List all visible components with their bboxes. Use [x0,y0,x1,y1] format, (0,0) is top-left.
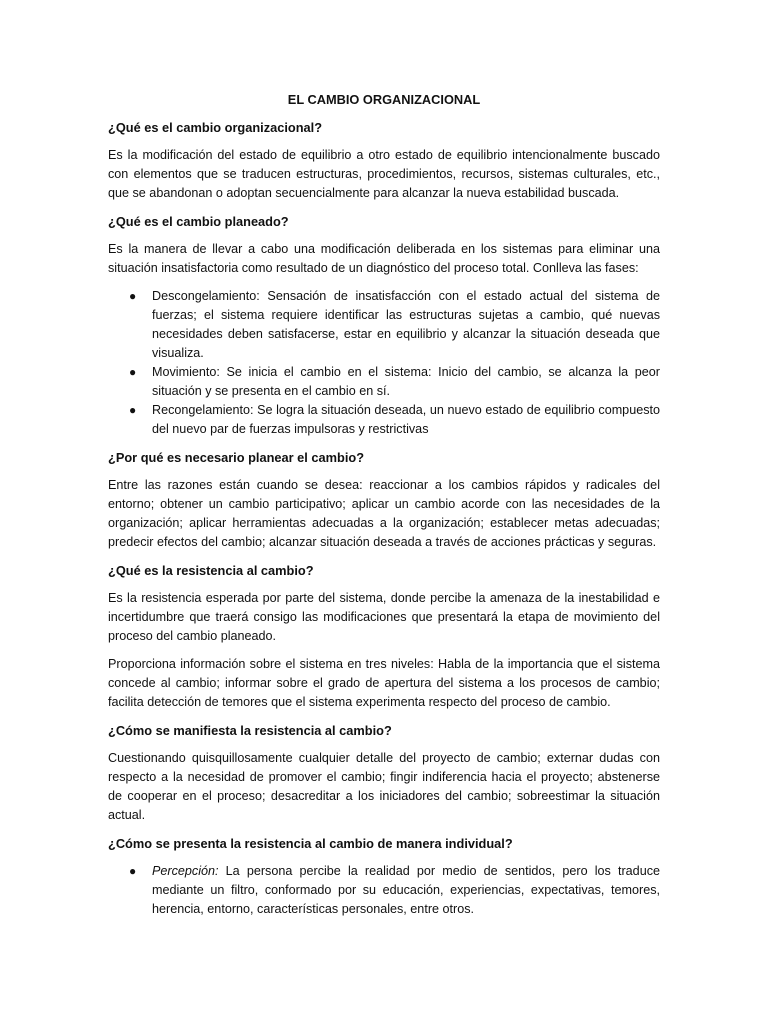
bullet-icon: ● [129,365,137,379]
list-item [129,287,660,363]
list-item [129,862,660,919]
paragraph: Entre las razones están cuando se desea: reaccionar a los cambios rápidos y radicales del entorno; obtener un cambio participativo; aplicar un cambio acorde con las necesidades de la organización; aplicar herramientas adecuadas a la organización; establecer metas adecuadas; predecir efectos del cambio; alcanzar situación deseada a través de acciones prácticas y seguras. [108,478,660,549]
paragraph: Cuestionando quisquillosamente cualquier detalle del proyecto de cambio; externar dudas con respecto a la necesidad de promover el cambio; fingir indiferencia hacia el proyecto; abstenerse de cooperar en el proceso; desacreditar a los iniciadores del cambio; sobreestimar la situación actual. [108,751,660,822]
list-item-text: Recongelamiento: Se logra la situación deseada, un nuevo estado de equilibrio compuesto del nuevo par de fuerzas impulsoras y restrictivas [152,403,660,436]
question-heading: ¿Cómo se presenta la resistencia al cambio de manera individual? [108,836,513,851]
list-item-term: Percepción: [152,864,219,878]
question-heading: ¿Qué es el cambio planeado? [108,214,289,229]
paragraph: Es la resistencia esperada por parte del sistema, donde percibe la amenaza de la inestabilidad e incertidumbre que traerá consigo las modificaciones que presentará la etapa de movimiento del proceso del cambio planeado. [108,591,660,643]
question-heading: ¿Cómo se manifiesta la resistencia al cambio? [108,723,392,738]
question-heading: ¿Qué es el cambio organizacional? [108,120,323,135]
question-heading: ¿Qué es la resistencia al cambio? [108,563,314,578]
question-heading: ¿Por qué es necesario planear el cambio? [108,450,365,465]
bullet-list [108,862,660,919]
bullet-icon: ● [129,289,137,303]
bullet-icon: ● [129,864,137,878]
paragraph: Es la manera de llevar a cabo una modificación deliberada en los sistemas para eliminar una situación insatisfactoria como resultado de un diagnóstico del proceso total. Conlleva las fases: [108,242,660,275]
list-item-text: La persona percibe la realidad por medio de sentidos, pero los traduce mediante un filtro, conformado por su educación, experiencias, expectativas, temores, herencia, entorno, características personales, entre otros. [152,864,660,916]
list-item-text: Descongelamiento: Sensación de insatisfacción con el estado actual del sistema de fuerzas; el sistema requiere identificar las estructuras sujetas a cambio, qué nuevas necesidades deben satisfacerse, estar en equilibrio y alcanzar la situación deseada que visualiza. [152,289,660,360]
document-title: EL CAMBIO ORGANIZACIONAL [287,92,481,107]
paragraph: Proporciona información sobre el sistema en tres niveles: Habla de la importancia que el sistema concede al cambio; informar sobre el grado de apertura del sistema a los procesos de cambio; facilita detección de temores que el sistema experimenta respecto del proceso de cambio. [108,657,660,709]
bullet-icon: ● [129,403,137,417]
bullet-list [108,287,660,439]
list-item [129,363,660,401]
list-item-text: Movimiento: Se inicia el cambio en el sistema: Inicio del cambio, se alcanza la peor situación y se presenta en el cambio en sí. [152,365,660,398]
list-item [129,401,660,439]
paragraph: Es la modificación del estado de equilibrio a otro estado de equilibrio intencionalmente buscado con elementos que se traducen estructuras, procedimientos, recursos, sistemas culturales, etc., que se abandonan o adoptan secuencialmente para alcanzar la nueva estabilidad buscada. [108,148,660,200]
